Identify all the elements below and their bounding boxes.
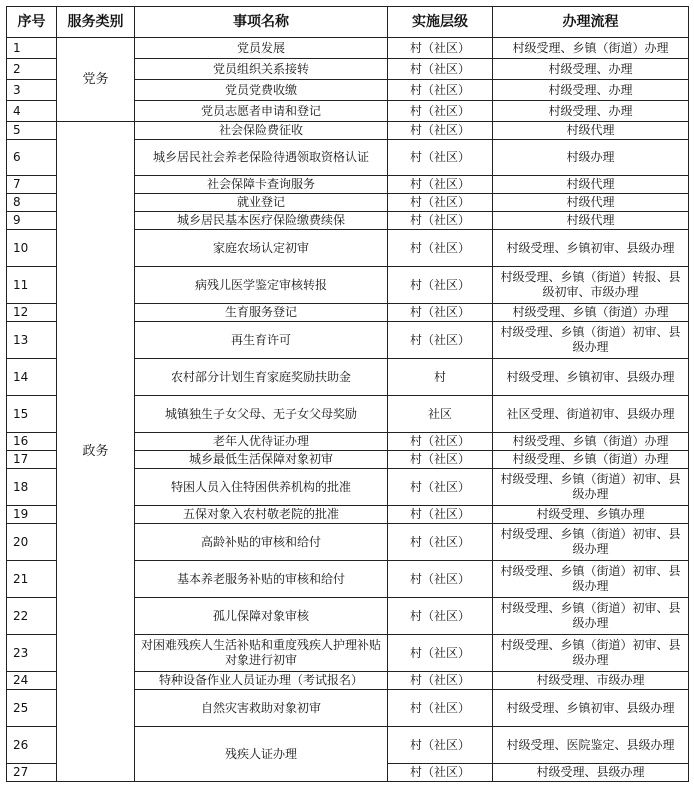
row-number: 3 (7, 80, 57, 101)
row-number: 9 (7, 212, 57, 230)
item-name: 党员发展 (135, 38, 388, 59)
row-number: 1 (7, 38, 57, 59)
item-name: 老年人优待证办理 (135, 433, 388, 451)
header-category: 服务类别 (57, 7, 135, 38)
item-process: 村级代理 (493, 176, 689, 194)
row-number: 11 (7, 267, 57, 304)
item-process: 村级受理、乡镇（街道）办理 (493, 38, 689, 59)
row-number: 17 (7, 451, 57, 469)
item-process: 村级受理、乡镇（街道）初审、县级办理 (493, 561, 689, 598)
item-name: 高龄补贴的审核和给付 (135, 524, 388, 561)
item-level: 村（社区） (388, 212, 493, 230)
item-process: 村级受理、乡镇（街道）办理 (493, 433, 689, 451)
item-process: 村级代理 (493, 122, 689, 140)
item-name: 社会保障卡查询服务 (135, 176, 388, 194)
row-number: 13 (7, 322, 57, 359)
row-number: 7 (7, 176, 57, 194)
item-name: 特种设备作业人员证办理（考试报名） (135, 672, 388, 690)
row-number: 19 (7, 506, 57, 524)
item-name: 孤儿保障对象审核 (135, 598, 388, 635)
service-items-table (6, 6, 689, 782)
row-number: 6 (7, 140, 57, 176)
item-level: 社区 (388, 396, 493, 433)
item-level: 村（社区） (388, 672, 493, 690)
row-number: 22 (7, 598, 57, 635)
item-level: 村（社区） (388, 101, 493, 122)
item-level: 村（社区） (388, 561, 493, 598)
item-name: 残疾人证办理 (135, 727, 388, 782)
item-name: 城乡居民社会养老保险待遇领取资格认证 (135, 140, 388, 176)
item-level: 村（社区） (388, 194, 493, 212)
item-name: 城乡居民基本医疗保险缴费续保 (135, 212, 388, 230)
item-level: 村（社区） (388, 469, 493, 506)
item-process: 社区受理、街道初审、县级办理 (493, 396, 689, 433)
item-process: 村级受理、办理 (493, 59, 689, 80)
row-number: 10 (7, 230, 57, 267)
item-level: 村（社区） (388, 727, 493, 764)
item-process: 村级受理、市级办理 (493, 672, 689, 690)
item-name: 五保对象入农村敬老院的批准 (135, 506, 388, 524)
item-level: 村（社区） (388, 122, 493, 140)
row-number: 2 (7, 59, 57, 80)
item-process: 村级受理、乡镇（街道）初审、县级办理 (493, 322, 689, 359)
item-process: 村级受理、乡镇（街道）初审、县级办理 (493, 469, 689, 506)
item-name: 农村部分计划生育家庭奖励扶助金 (135, 359, 388, 396)
header-process: 办理流程 (493, 7, 689, 38)
item-process: 村级代理 (493, 212, 689, 230)
item-name: 对困难残疾人生活补贴和重度残疾人护理补贴对象进行初审 (135, 635, 388, 672)
row-number: 27 (7, 764, 57, 782)
item-name: 城镇独生子女父母、无子女父母奖励 (135, 396, 388, 433)
item-process: 村级受理、乡镇（街道）初审、县级办理 (493, 524, 689, 561)
item-level: 村（社区） (388, 506, 493, 524)
item-name: 党员志愿者申请和登记 (135, 101, 388, 122)
item-process: 村级受理、乡镇办理 (493, 506, 689, 524)
item-process: 村级受理、办理 (493, 80, 689, 101)
table-row (7, 122, 689, 140)
item-name: 病残儿医学鉴定审核转报 (135, 267, 388, 304)
item-level: 村（社区） (388, 764, 493, 782)
row-number: 14 (7, 359, 57, 396)
item-process: 村级受理、乡镇初审、县级办理 (493, 690, 689, 727)
row-number: 16 (7, 433, 57, 451)
item-process: 村级受理、乡镇初审、县级办理 (493, 359, 689, 396)
item-level: 村（社区） (388, 690, 493, 727)
item-name: 就业登记 (135, 194, 388, 212)
row-number: 8 (7, 194, 57, 212)
row-number: 20 (7, 524, 57, 561)
item-name: 生育服务登记 (135, 304, 388, 322)
item-level: 村（社区） (388, 598, 493, 635)
item-name: 社会保险费征收 (135, 122, 388, 140)
item-process: 村级受理、办理 (493, 101, 689, 122)
item-level: 村（社区） (388, 230, 493, 267)
item-process: 村级受理、乡镇（街道）办理 (493, 451, 689, 469)
table-row (7, 38, 689, 59)
row-number: 23 (7, 635, 57, 672)
row-number: 4 (7, 101, 57, 122)
category-party: 党务 (57, 38, 135, 122)
item-name: 城乡最低生活保障对象初审 (135, 451, 388, 469)
item-level: 村（社区） (388, 524, 493, 561)
item-level: 村（社区） (388, 267, 493, 304)
item-level: 村（社区） (388, 80, 493, 101)
item-level: 村（社区） (388, 451, 493, 469)
item-level: 村（社区） (388, 176, 493, 194)
item-name: 特困人员入住特困供养机构的批准 (135, 469, 388, 506)
item-level: 村（社区） (388, 304, 493, 322)
item-name: 家庭农场认定初审 (135, 230, 388, 267)
header-level: 实施层级 (388, 7, 493, 38)
item-process: 村级受理、乡镇（街道）初审、县级办理 (493, 598, 689, 635)
header-number: 序号 (7, 7, 57, 38)
item-process: 村级受理、乡镇（街道）办理 (493, 304, 689, 322)
row-number: 5 (7, 122, 57, 140)
item-name: 自然灾害救助对象初审 (135, 690, 388, 727)
item-process: 村级受理、乡镇（街道）转报、县级初审、市级办理 (493, 267, 689, 304)
item-level: 村（社区） (388, 635, 493, 672)
item-process: 村级受理、乡镇初审、县级办理 (493, 230, 689, 267)
row-number: 25 (7, 690, 57, 727)
item-process: 村级受理、医院鉴定、县级办理 (493, 727, 689, 764)
table-header-row (7, 7, 689, 38)
row-number: 18 (7, 469, 57, 506)
item-name: 党员组织关系接转 (135, 59, 388, 80)
item-level: 村（社区） (388, 433, 493, 451)
item-process: 村级代理 (493, 194, 689, 212)
item-process: 村级受理、县级办理 (493, 764, 689, 782)
row-number: 26 (7, 727, 57, 764)
item-process: 村级办理 (493, 140, 689, 176)
item-level: 村（社区） (388, 322, 493, 359)
item-level: 村（社区） (388, 38, 493, 59)
row-number: 24 (7, 672, 57, 690)
item-level: 村（社区） (388, 140, 493, 176)
item-level: 村 (388, 359, 493, 396)
item-name: 基本养老服务补贴的审核和给付 (135, 561, 388, 598)
item-name: 再生育许可 (135, 322, 388, 359)
row-number: 21 (7, 561, 57, 598)
item-process: 村级受理、乡镇（街道）初审、县级办理 (493, 635, 689, 672)
category-government: 政务 (57, 122, 135, 782)
row-number: 15 (7, 396, 57, 433)
item-level: 村（社区） (388, 59, 493, 80)
item-name: 党员党费收缴 (135, 80, 388, 101)
header-item-name: 事项名称 (135, 7, 388, 38)
row-number: 12 (7, 304, 57, 322)
